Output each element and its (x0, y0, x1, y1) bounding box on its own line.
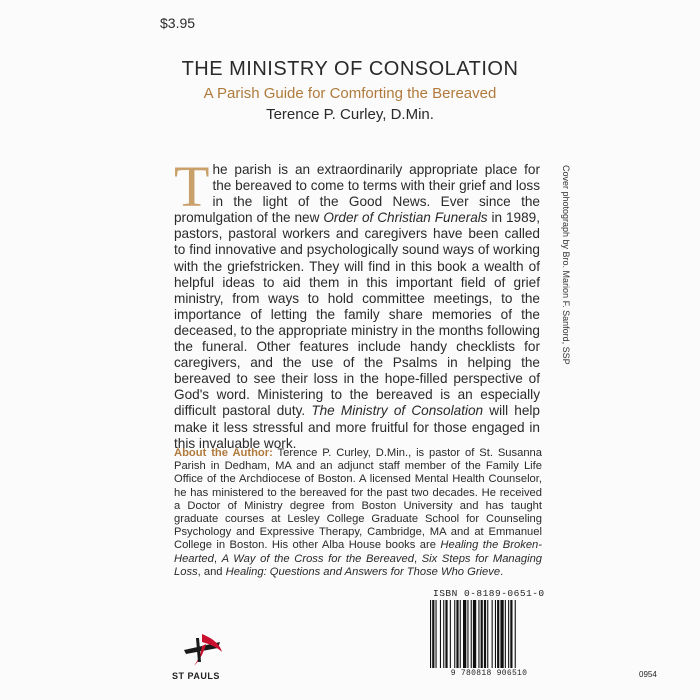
isbn: ISBN 0-8189-0651-0 (433, 588, 545, 599)
blurb-text-1: he parish is an extraordinarily appropriate place for the bereaved to come to terms with their grief and loss in the light of the Good News. Ever since the promulgation of the new (174, 162, 540, 226)
about-author-label: About the Author: (174, 447, 273, 459)
price: $3.95 (160, 15, 196, 31)
barcode-block (428, 600, 550, 680)
book-title-4: Healing: Questions and Answers for Those Who Grieve (225, 565, 501, 578)
st-pauls-logo-icon (182, 630, 232, 670)
catalog-code: 0954 (639, 670, 657, 679)
book-title-3: Six Steps for Managing Loss (174, 552, 543, 578)
photo-credit: Cover photograph by Bro. Marion F. Sanford, SSP (561, 165, 571, 365)
publisher-name: ST PAULS (172, 671, 220, 681)
blurb-italic-1: Order of Christian Funerals (323, 210, 488, 226)
about-text: Terence P. Curley, D.Min., is pastor of St. Susanna Parish in Dedham, MA and an adjunct staff member of the Family Life Office of the Archdiocese of Boston. A licensed Mental Health Counselor, he has ministered to the bereaved for the past two decades. He received a Doctor of Ministry degree from Boston University and has taught graduate courses at Lesley College Graduate School for Counseling Psychology and Expressive Therapy, Cambridge, MA and at Emmanuel College in Boston. His other Alba House books are (174, 447, 542, 552)
about-author (174, 447, 542, 579)
barcode-digits: 9 780818 906510 (450, 669, 528, 678)
book-author: Terence P. Curley, D.Min. (266, 106, 434, 123)
book-title: THE MINISTRY OF CONSOLATION (181, 58, 519, 80)
blurb (174, 154, 540, 452)
barcode-icon (428, 600, 550, 670)
separator-3: , and (197, 565, 226, 578)
book-subtitle: A Parish Guide for Comforting the Bereaved (203, 85, 497, 102)
about-end: . (500, 565, 504, 578)
blurb-text-3: will help make it less stressful and more fruitful for those engaged in this invaluable work. (174, 403, 540, 451)
blurb-italic-2: The Ministry of Consolation (311, 403, 484, 419)
separator-1: , (213, 552, 222, 565)
drop-cap: T (174, 154, 210, 219)
blurb-text-2: in 1989, pastors, pastoral workers and caregivers have been called to find innovative and psychologically sound ways of working with the griefstricken. They will find in this book a wealth of helpful ideas to aid them in this important field of grief ministry, from ways to hold committee meetings, to the importance of letting the family share memories of the deceased, to the appropriate ministry in the months following the funeral. Other features include handy checklists for caregivers, and the use of the Psalms in helping the bereaved to see their loss in the hope-filled perspective of God's word. Ministering to the bereaved is an especially difficult pastoral duty. (174, 210, 540, 419)
book-title-2: A Way of the Cross for the Bereaved (221, 552, 414, 565)
book-title-1: Healing the Broken-Hearted (174, 539, 542, 565)
separator-2: , (413, 552, 422, 565)
